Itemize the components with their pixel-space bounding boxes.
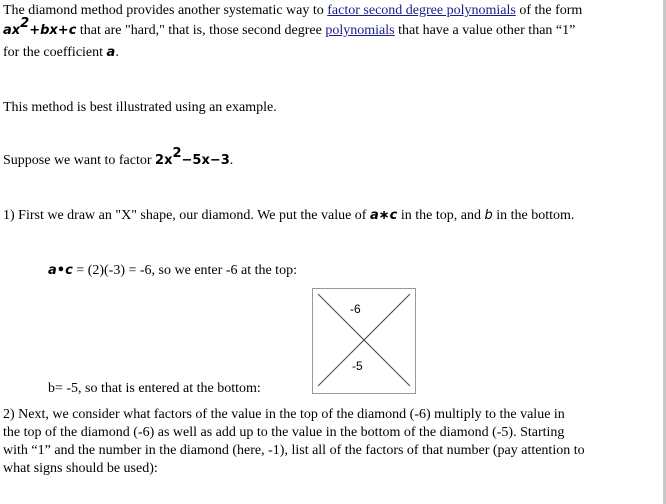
step1-b: b <box>484 208 493 223</box>
ac-text: = (2)(-3) = -6, so we enter -6 at the top: <box>72 263 297 278</box>
diamond-x-icon <box>312 288 416 394</box>
step2-line-4: what signs should be used): <box>3 461 158 476</box>
intro-text: that are "hard," that is, those second degree <box>76 23 326 38</box>
intro-line-1 <box>3 3 582 19</box>
example-eq-2x: 2x <box>155 153 173 168</box>
intro-text: that have a value other than “1” <box>394 23 576 38</box>
step2-line-3: with “1” and the number in the diamond (here, -1), list all of the factors of that number (pay attention to <box>3 443 585 458</box>
intro-text: of the form <box>515 3 583 18</box>
intro-text: for the coefficient <box>3 45 107 60</box>
intro-text: . <box>115 45 119 60</box>
equation-bxc: +bx+c <box>29 23 77 38</box>
step1-eq-ac: a∗c <box>369 208 398 223</box>
step1-line <box>3 208 574 224</box>
polynomials-link[interactable]: polynomials <box>325 23 395 38</box>
diamond-bottom-value: -5 <box>352 359 363 373</box>
ac-eq: a•c <box>48 263 73 278</box>
step1-text: in the bottom. <box>492 208 575 223</box>
example-eq-exponent: 2 <box>172 146 182 162</box>
step1-text: 1) First we draw an "X" shape, our diamond. We put the value of <box>3 208 370 223</box>
coefficient-a: a <box>106 45 116 60</box>
ac-line <box>48 263 297 279</box>
step2-line-2: the top of the diamond (-6) as well as add up to the value in the bottom of the diamond (-5). Starting <box>3 425 565 440</box>
b-line: b= -5, so that is entered at the bottom: <box>48 381 261 396</box>
diamond-top-value: -6 <box>350 302 361 316</box>
intro-line-2 <box>3 16 576 39</box>
factor-polynomials-link[interactable]: factor second degree polynomials <box>327 3 516 18</box>
method-note: This method is best illustrated using an example. <box>3 100 277 115</box>
diamond-diagram <box>312 288 416 394</box>
equation-ax: ax <box>3 23 21 38</box>
example-line <box>3 146 234 169</box>
example-text: . <box>229 153 234 168</box>
step2-line-1: 2) Next, we consider what factors of the value in the top of the diamond (-6) multiply to the value in <box>3 407 565 422</box>
example-text: Suppose we want to factor <box>3 153 156 168</box>
step1-text: in the top, and <box>397 208 485 223</box>
intro-text: The diamond method provides another systematic way to <box>3 3 328 18</box>
intro-line-3 <box>3 45 119 61</box>
example-eq-rest: −5x−3 <box>181 153 230 168</box>
equation-exponent: 2 <box>20 16 30 32</box>
